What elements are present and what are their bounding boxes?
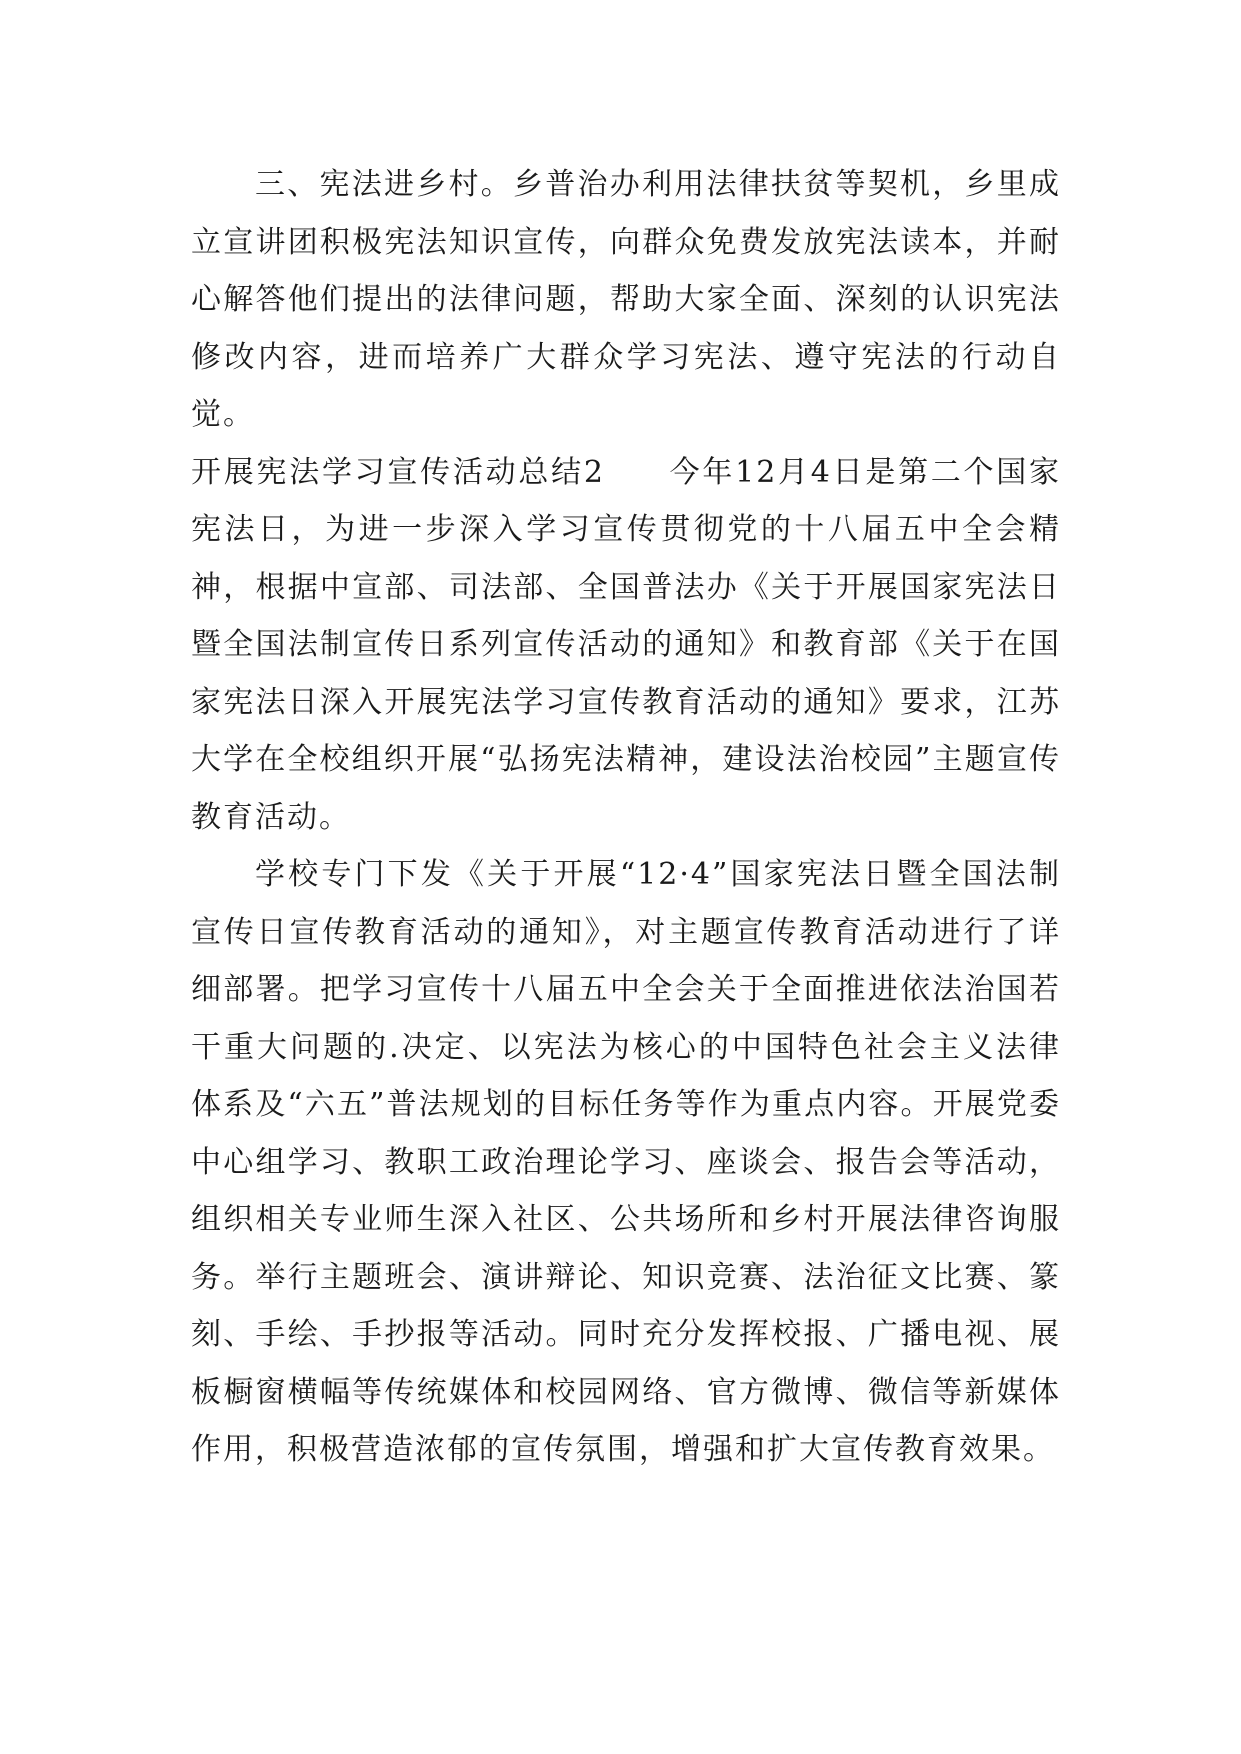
section-title: 开展宪法学习宣传活动总结2 bbox=[191, 454, 605, 490]
paragraph-intro-text: 今年12月4日是第二个国家宪法日，为进一步深入学习宣传贯彻党的十八届五中全会精神，根据中宣部、司法部、全国普法办《关于开展国家宪法日暨全国法制宣传日系列宣传活动的通知》和教育部《关于在国家宪法日深入开展宪法学习宣传教育活动的通知》要求，江苏大学在全校组织开展“弘扬宪法精神，建设法治校园”主题宣传教育活动。 bbox=[191, 454, 1062, 835]
paragraph-summary-intro bbox=[191, 444, 1061, 847]
paragraph-school-activities: 学校专门下发《关于开展“12·4”国家宪法日暨全国法制宣传日宣传教育活动的通知》，对主题宣传教育活动进行了详细部署。把学习宣传十八届五中全会关于全面推进依法治国若干重大问题的.决定、以宪法为核心的中国特色社会主义法律体系及“六五”普法规划的目标任务等作为重点内容。开展党委中心组学习、教职工政治理论学习、座谈会、报告会等活动，组织相关专业师生深入社区、公共场所和乡村开展法律咨询服务。举行主题班会、演讲辩论、知识竞赛、法治征文比赛、篆刻、手绘、手抄报等活动。同时充分发挥校报、广播电视、展板橱窗横幅等传统媒体和校园网络、官方微博、微信等新媒体作用，积极营造浓郁的宣传氛围，增强和扩大宣传教育效果。 bbox=[191, 857, 1061, 1467]
document-body bbox=[191, 156, 1061, 1479]
paragraph-constitution-village: 三、宪法进乡村。乡普治办利用法律扶贫等契机，乡里成立宣讲团积极宪法知识宣传，向群众免费发放宪法读本，并耐心解答他们提出的法律问题，帮助大家全面、深刻的认识宪法修改内容，进而培养广大群众学习宪法、遵守宪法的行动自觉。 bbox=[191, 167, 1061, 432]
